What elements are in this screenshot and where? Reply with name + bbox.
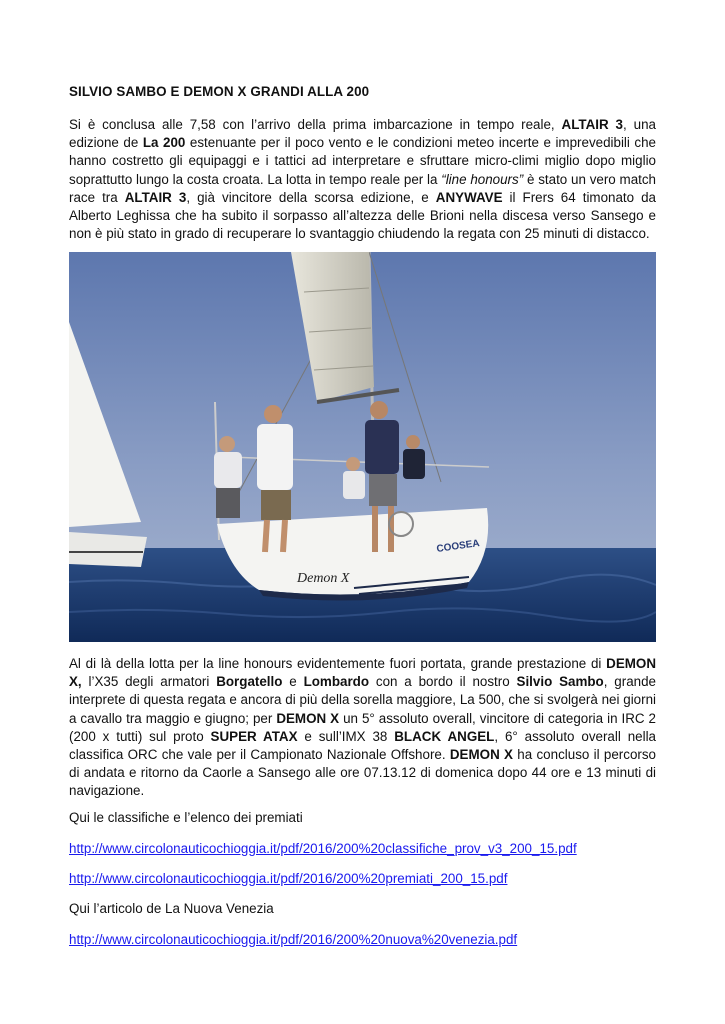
text-line: Alberto Leghissa che ha subito il sorpasso all’altezza delle Brioni nella discesa verso Sansego e	[69, 208, 656, 224]
owner-name: Lombardo	[303, 674, 370, 690]
boat-name: ALTAIR 3	[124, 189, 187, 205]
hull-name: Demon X	[297, 571, 350, 586]
boat-name: ANYWAVE	[435, 189, 503, 205]
nuova-venezia-link[interactable]: http://www.circolonauticochioggia.it/pdf/2016/200%20nuova%20venezia.pdf	[69, 932, 518, 947]
text-run: il Frers 64 timonato da	[502, 189, 657, 205]
boat-name: BLACK ANGEL	[394, 728, 495, 744]
sailor-name: Silvio Sambo	[516, 674, 604, 690]
italic-term: “line honours”	[441, 171, 524, 187]
text-line: interprete di questa regata e ancora di più della sorella maggiore, La 500, che si svolgerà nei giorni	[69, 692, 656, 708]
text-run: a cavallo tra maggio e giugno; per	[69, 710, 277, 726]
text-run: , 6° assoluto overall nella	[494, 728, 656, 744]
intro-paragraph	[69, 116, 656, 243]
results-paragraph	[69, 655, 656, 801]
text-run: edizione de	[69, 135, 143, 151]
text-run: è stato un vero match	[523, 171, 657, 187]
text-line	[69, 189, 656, 207]
text-run: , grande	[603, 674, 657, 690]
text-line	[69, 746, 656, 764]
text-run: con a bordo il nostro	[369, 674, 517, 690]
text-line: navigazione.	[69, 783, 145, 799]
text-run: estenuante per il poco vento e le condizioni meteo incerte e imprevedibili che	[185, 135, 657, 151]
boat-name: DEMON X	[276, 710, 340, 726]
text-run: ha concluso il percorso	[512, 747, 657, 763]
text-run: soprattutto lungo la costa croata. La lotta in tempo reale per la	[69, 171, 442, 187]
text-line: non è più stato in grado di recuperare lo svantaggio chiudendo la regata con 25 minuti di distacco.	[69, 226, 650, 242]
text-run: un 5° assoluto overall, vincitore di categoria in IRC 2	[339, 710, 657, 726]
articolo-intro: Qui l’articolo de La Nuova Venezia	[69, 901, 274, 916]
premiati-link[interactable]: http://www.circolonauticochioggia.it/pdf/2016/200%20premiati_200_15.pdf	[69, 871, 508, 886]
boat-name: DEMON	[606, 656, 656, 671]
text-line	[69, 134, 656, 152]
sponsor-label: COOSEA	[435, 538, 481, 555]
boat-name: DEMON X	[449, 747, 513, 763]
text-run: , già vincitore della scorsa edizione, e	[186, 189, 436, 205]
owner-name: Borgatello	[216, 674, 283, 690]
text-run: , una	[623, 117, 656, 132]
text-run: Si è conclusa alle 7,58 con l’arrivo della prima imbarcazione in tempo reale,	[69, 117, 562, 132]
text-run: (200 x tutti) sul proto	[69, 728, 211, 744]
boat-name: SUPER ATAX	[210, 728, 298, 744]
classifiche-intro: Qui le classifiche e l’elenco dei premiati	[69, 810, 303, 825]
text-line	[69, 710, 656, 728]
text-run: e sull’IMX 38	[297, 728, 395, 744]
text-line	[69, 728, 656, 746]
text-line	[69, 673, 656, 691]
boat-name: X,	[69, 674, 82, 690]
text-line: di andata e ritorno da Caorle a Sansego alle ore 07.13.12 di domenica dopo 44 ore e 13 minuti di	[69, 765, 656, 781]
text-run: e	[282, 674, 304, 690]
text-run: Al di là della lotta per la line honours evidentemente fuori portata, grande prestazione di	[69, 656, 607, 671]
article-title: SILVIO SAMBO E DEMON X GRANDI ALLA 200	[69, 84, 370, 99]
sailboat-photo-illustration	[69, 252, 656, 642]
text-line	[69, 655, 656, 673]
text-run: l’X35 degli armatori	[81, 674, 217, 690]
text-line: hanno costretto gli equipaggi e i tattici ad interpretare e sfruttare micro-climi miglio dopo miglio	[69, 153, 656, 169]
text-run: race tra	[69, 189, 125, 205]
text-run: classifica ORC che vale per il Campionato Nazionale Offshore.	[69, 747, 450, 763]
boat-name: ALTAIR 3	[561, 117, 624, 132]
text-line	[69, 116, 656, 134]
race-name: La 200	[142, 135, 186, 151]
classifiche-link[interactable]: http://www.circolonauticochioggia.it/pdf/2016/200%20classifiche_prov_v3_200_15.pdf	[69, 841, 577, 856]
text-line	[69, 171, 656, 189]
sailboat-photo	[69, 252, 656, 642]
